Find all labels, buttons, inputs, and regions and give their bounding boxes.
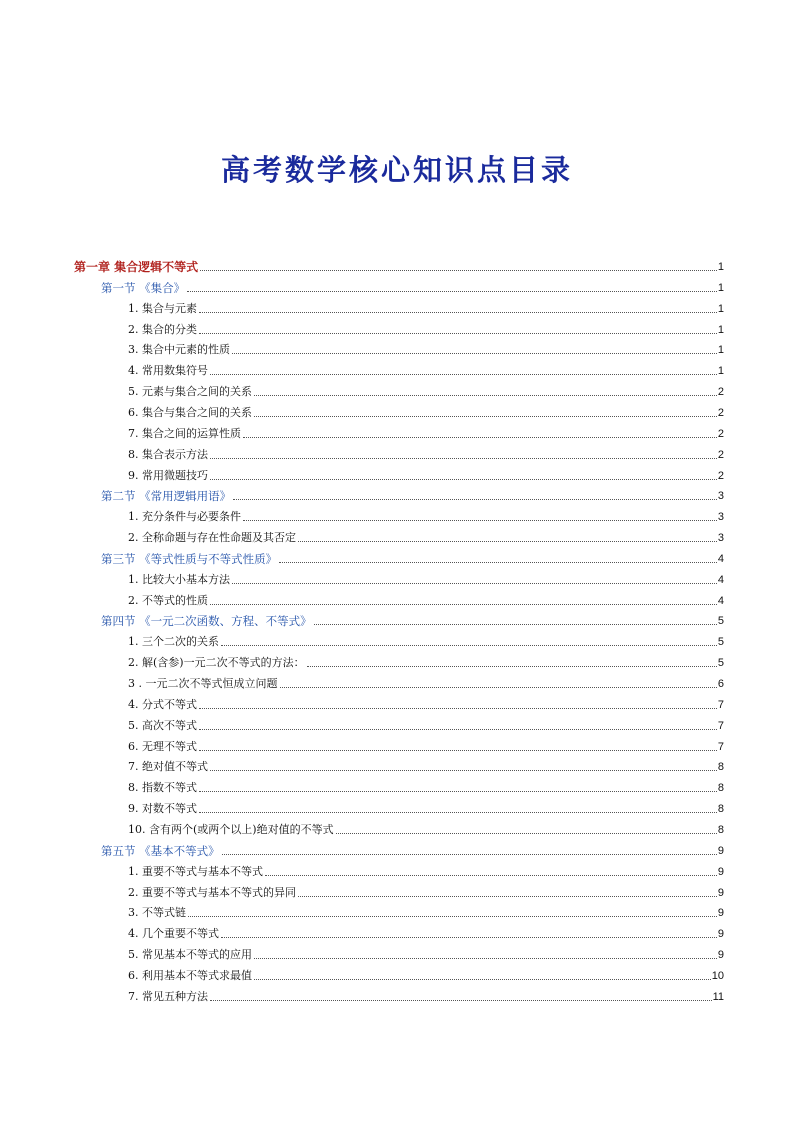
- toc-entry-label: 第三节 《等式性质与不等式性质》: [101, 551, 278, 566]
- toc-entry-label: 6. 无理不等式: [128, 739, 197, 753]
- toc-leader-dots: [199, 312, 717, 313]
- toc-entry-item[interactable]: [128, 944, 724, 962]
- toc-leader-dots: [243, 520, 717, 521]
- toc-entry-label: 第二节 《常用逻辑用语》: [101, 489, 232, 504]
- toc-leader-dots: [210, 1000, 712, 1001]
- toc-leader-dots: [232, 353, 717, 354]
- toc-page-number: 1: [717, 261, 724, 273]
- toc-entry-label: 2. 集合的分类: [128, 322, 197, 336]
- toc-leader-dots: [199, 729, 717, 730]
- toc-page-number: 1: [717, 344, 724, 357]
- toc-entry-label: 5. 常见基本不等式的应用: [128, 948, 252, 962]
- toc-entry-label: 7. 集合之间的运算性质: [128, 426, 241, 440]
- toc-leader-dots: [233, 499, 717, 500]
- toc-entry-item[interactable]: [128, 777, 724, 795]
- toc-entry-item[interactable]: [128, 465, 724, 483]
- toc-page-number: 2: [717, 448, 724, 461]
- toc-entry-label: 2. 不等式的性质: [128, 593, 208, 607]
- toc-entry-item[interactable]: [128, 402, 724, 420]
- toc-entry-label: 7. 常见五种方法: [128, 989, 208, 1003]
- toc-entry-label: 第五节 《基本不等式》: [101, 843, 220, 858]
- toc-page-number: 1: [717, 302, 724, 315]
- toc-entry-label: 8. 指数不等式: [128, 781, 197, 795]
- toc-leader-dots: [210, 374, 717, 375]
- toc-page-number: 2: [717, 469, 724, 482]
- toc-entry-item[interactable]: [128, 756, 724, 774]
- toc-page-number: 9: [717, 886, 724, 899]
- toc-leader-dots: [210, 770, 717, 771]
- toc-leader-dots: [221, 645, 717, 646]
- toc-entry-label: 1. 充分条件与必要条件: [128, 510, 241, 524]
- toc-leader-dots: [199, 791, 717, 792]
- toc-leader-dots: [199, 812, 717, 813]
- toc-page-number: 1: [717, 281, 724, 294]
- toc-page-number: 4: [717, 552, 724, 565]
- toc-page-number: 1: [717, 365, 724, 378]
- toc-entry-label: 5. 元素与集合之间的关系: [128, 385, 252, 399]
- toc-leader-dots: [187, 291, 717, 292]
- toc-leader-dots: [222, 854, 717, 855]
- toc-leader-dots: [210, 458, 717, 459]
- toc-entry-item[interactable]: [128, 590, 724, 608]
- toc-entry-section[interactable]: [101, 548, 724, 566]
- toc-page-number: 8: [717, 782, 724, 795]
- toc-entry-label: 1. 集合与元素: [128, 301, 197, 315]
- toc-entry-section[interactable]: [101, 485, 724, 503]
- toc-entry-item[interactable]: [128, 986, 724, 1004]
- toc-entry-item[interactable]: [128, 736, 724, 754]
- toc-entry-label: 第四节 《一元二次函数、方程、不等式》: [101, 614, 312, 629]
- toc-entry-label: 3 . 一元二次不等式恒成立问题: [128, 677, 278, 690]
- toc-entry-item[interactable]: [128, 923, 724, 941]
- toc-page-number: 5: [717, 615, 724, 628]
- toc-entry-label: 5. 高次不等式: [128, 718, 197, 732]
- toc-entry-label: 1. 比较大小基本方法: [128, 572, 230, 586]
- toc-entry-label: 1. 三个二次的关系: [128, 635, 219, 649]
- toc-entry-item[interactable]: [128, 673, 724, 691]
- toc-entry-item[interactable]: [128, 798, 724, 816]
- toc-leader-dots: [199, 708, 717, 709]
- toc-entry-label: 3. 集合中元素的性质: [128, 343, 230, 357]
- toc-entry-item[interactable]: [128, 298, 724, 316]
- toc-page-number: 3: [717, 490, 724, 503]
- toc-page-number: 8: [717, 803, 724, 816]
- toc-entry-item[interactable]: [128, 882, 724, 900]
- toc-entry-item[interactable]: [128, 902, 724, 920]
- toc-entry-item[interactable]: [128, 423, 724, 441]
- toc-page-number: 2: [717, 386, 724, 399]
- toc-page-number: 9: [717, 865, 724, 878]
- toc-entry-label: 10. 含有两个(或两个以上)绝对值的不等式: [128, 822, 334, 836]
- toc-leader-dots: [232, 583, 717, 584]
- toc-entry-item[interactable]: [128, 527, 724, 545]
- toc-page-number: 1: [717, 323, 724, 336]
- toc-entry-item[interactable]: [128, 652, 724, 670]
- toc-leader-dots: [210, 479, 717, 480]
- toc-leader-dots: [336, 833, 717, 834]
- toc-entry-label: 第一章 集合逻辑不等式: [74, 260, 199, 274]
- toc-page-number: 8: [717, 823, 724, 836]
- toc-leader-dots: [243, 437, 717, 438]
- toc-entry-item[interactable]: [128, 339, 724, 357]
- toc-page-number: 6: [717, 678, 724, 690]
- toc-entry-item[interactable]: [128, 506, 724, 524]
- toc-leader-dots: [279, 562, 717, 563]
- toc-entry-item[interactable]: [128, 715, 724, 733]
- toc-page-number: 5: [717, 636, 724, 649]
- toc-leader-dots: [200, 270, 717, 271]
- toc-page-number: 9: [717, 907, 724, 920]
- toc-page-number: 2: [717, 427, 724, 440]
- toc-entry-label: 9. 对数不等式: [128, 802, 197, 816]
- toc-entry-label: 2. 解(含参)一元二次不等式的方法：: [128, 656, 305, 670]
- toc-entry-label: 2. 重要不等式与基本不等式的异同: [128, 885, 296, 899]
- toc-entry-item[interactable]: [128, 319, 724, 337]
- toc-leader-dots: [254, 395, 717, 396]
- toc-entry-item[interactable]: [128, 861, 724, 879]
- toc-page-number: 7: [717, 698, 724, 711]
- toc-entry-item[interactable]: [128, 381, 724, 399]
- toc-leader-dots: [199, 333, 717, 334]
- toc-entry-item[interactable]: [128, 694, 724, 712]
- toc-page-number: 4: [717, 594, 724, 607]
- toc-page-number: 7: [717, 719, 724, 732]
- toc-entry-label: 4. 几个重要不等式: [128, 927, 219, 941]
- toc-leader-dots: [298, 541, 717, 542]
- toc-leader-dots: [188, 916, 717, 917]
- toc-entry-item[interactable]: [128, 819, 724, 837]
- toc-leader-dots: [199, 750, 717, 751]
- toc-page-number: 9: [717, 949, 724, 962]
- page-title: 高考数学核心知识点目录: [220, 153, 573, 187]
- toc-page-number: 9: [717, 928, 724, 941]
- toc-page-number: 9: [717, 844, 724, 857]
- toc-leader-dots: [307, 666, 717, 667]
- toc-page-number: 2: [717, 406, 724, 419]
- toc-leader-dots: [210, 604, 717, 605]
- toc-entry-label: 8. 集合表示方法: [128, 447, 208, 461]
- toc-entry-label: 1. 重要不等式与基本不等式: [128, 864, 263, 878]
- toc-leader-dots: [254, 958, 717, 959]
- toc-entry-item[interactable]: [128, 965, 724, 983]
- toc-entry-label: 2. 全称命题与存在性命题及其否定: [128, 531, 296, 545]
- toc-entry-label: 4. 常用数集符号: [128, 364, 208, 378]
- toc-page-number: 7: [717, 740, 724, 753]
- toc-entry-label: 4. 分式不等式: [128, 697, 197, 711]
- toc-leader-dots: [298, 896, 717, 897]
- toc-leader-dots: [254, 416, 717, 417]
- toc-entry-label: 3. 不等式链: [128, 906, 186, 920]
- toc-page-number: 8: [717, 761, 724, 774]
- toc-entry-section[interactable]: [101, 840, 724, 858]
- toc-entry-section[interactable]: [101, 277, 724, 295]
- toc-entry-label: 第一节 《集合》: [101, 280, 186, 295]
- toc-entry-section[interactable]: [101, 610, 724, 628]
- toc-page-number: 4: [717, 573, 724, 586]
- toc-entry-label: 6. 集合与集合之间的关系: [128, 405, 252, 419]
- toc-entry-label: 7. 绝对值不等式: [128, 760, 208, 774]
- toc-page-number: 3: [717, 511, 724, 524]
- toc-entry-label: 6. 利用基本不等式求最值: [128, 968, 252, 982]
- toc-leader-dots: [254, 979, 711, 980]
- toc-entry-item[interactable]: [128, 360, 724, 378]
- toc-entry-item[interactable]: [128, 444, 724, 462]
- toc-entry-label: 9. 常用微题技巧: [128, 468, 208, 482]
- toc-page-number: 11: [712, 990, 724, 1003]
- toc-page-number: 10: [711, 969, 724, 982]
- toc-page-number: 5: [717, 657, 724, 670]
- toc-leader-dots: [314, 624, 717, 625]
- toc-leader-dots: [221, 937, 717, 938]
- toc-entry-item[interactable]: [128, 569, 724, 587]
- toc-page-number: 3: [717, 532, 724, 545]
- toc-leader-dots: [280, 687, 717, 688]
- toc-leader-dots: [265, 875, 717, 876]
- toc-entry-item[interactable]: [128, 631, 724, 649]
- toc-entry-chapter[interactable]: [74, 256, 724, 274]
